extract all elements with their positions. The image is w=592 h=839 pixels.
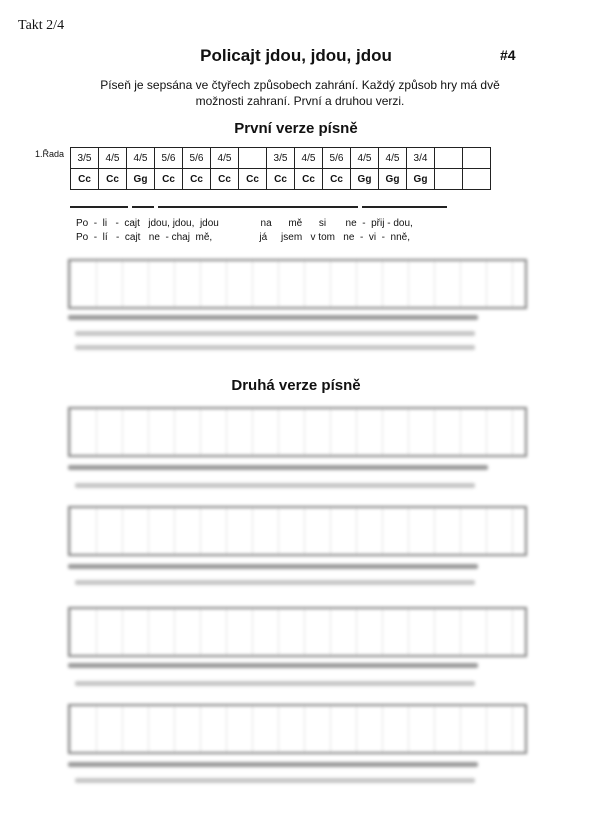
timing-cell: 4/5 xyxy=(379,148,407,169)
timing-cell: 3/4 xyxy=(407,148,435,169)
timing-cell: 4/5 xyxy=(295,148,323,169)
blurred-section xyxy=(60,255,530,360)
arrow-segment xyxy=(70,206,128,208)
song-title: Policajt jdou, jdou, jdou xyxy=(200,46,392,65)
chord-cell: Cc xyxy=(155,169,183,190)
chord-cell: Cc xyxy=(183,169,211,190)
chord-cell: Cc xyxy=(295,169,323,190)
intro-text: Píseň je sepsána ve čtyřech způsobech zahrání. Každý způsob hry má dvě možnosti zahraní. První a druhou verzi. xyxy=(100,78,500,108)
chord-grid xyxy=(70,147,491,190)
blurred-section xyxy=(60,500,540,595)
arrow-segment xyxy=(158,206,358,208)
chord-cell: Gg xyxy=(379,169,407,190)
chord-cell: Gg xyxy=(407,169,435,190)
chord-cell xyxy=(463,169,491,190)
verse1-title: První verze písně xyxy=(234,120,358,137)
arrow-segment xyxy=(132,206,154,208)
chord-cell: Cc xyxy=(71,169,99,190)
song-number: #4 xyxy=(500,47,516,63)
timing-cell xyxy=(435,148,463,169)
blurred-section xyxy=(40,405,540,495)
timing-cell: 4/5 xyxy=(99,148,127,169)
blurred-section xyxy=(60,700,540,795)
lyrics-line-2: Po - lí - cajt ne - chaj mě, já jsem v tom ne - vi - nně, xyxy=(76,232,410,243)
timing-cell: 5/6 xyxy=(155,148,183,169)
timing-cell: 4/5 xyxy=(127,148,155,169)
timing-cell: 5/6 xyxy=(323,148,351,169)
row-label: 1.Řada xyxy=(35,149,65,159)
timing-cell: 4/5 xyxy=(351,148,379,169)
blurred-section xyxy=(60,605,540,695)
timing-cell xyxy=(463,148,491,169)
timing-cell: 3/5 xyxy=(71,148,99,169)
chord-cell: Cc xyxy=(211,169,239,190)
timing-row xyxy=(71,148,491,169)
chord-cell xyxy=(435,169,463,190)
timing-cell: 4/5 xyxy=(211,148,239,169)
chord-row xyxy=(71,169,491,190)
chord-cell: Cc xyxy=(239,169,267,190)
timing-cell: 5/6 xyxy=(183,148,211,169)
chord-cell: Cc xyxy=(267,169,295,190)
arrow-segment xyxy=(362,206,447,208)
chord-cell: Gg xyxy=(127,169,155,190)
lyrics-line-1: Po - li - cajt jdou, jdou, jdou na mě si ne - přij - dou, xyxy=(76,218,413,229)
timing-cell: 3/5 xyxy=(267,148,295,169)
chord-cell: Gg xyxy=(351,169,379,190)
verse2-title: Druhá verze písně xyxy=(231,377,361,394)
time-signature: Takt 2/4 xyxy=(18,18,65,33)
timing-cell xyxy=(239,148,267,169)
chord-cell: Cc xyxy=(323,169,351,190)
chord-cell: Cc xyxy=(99,169,127,190)
